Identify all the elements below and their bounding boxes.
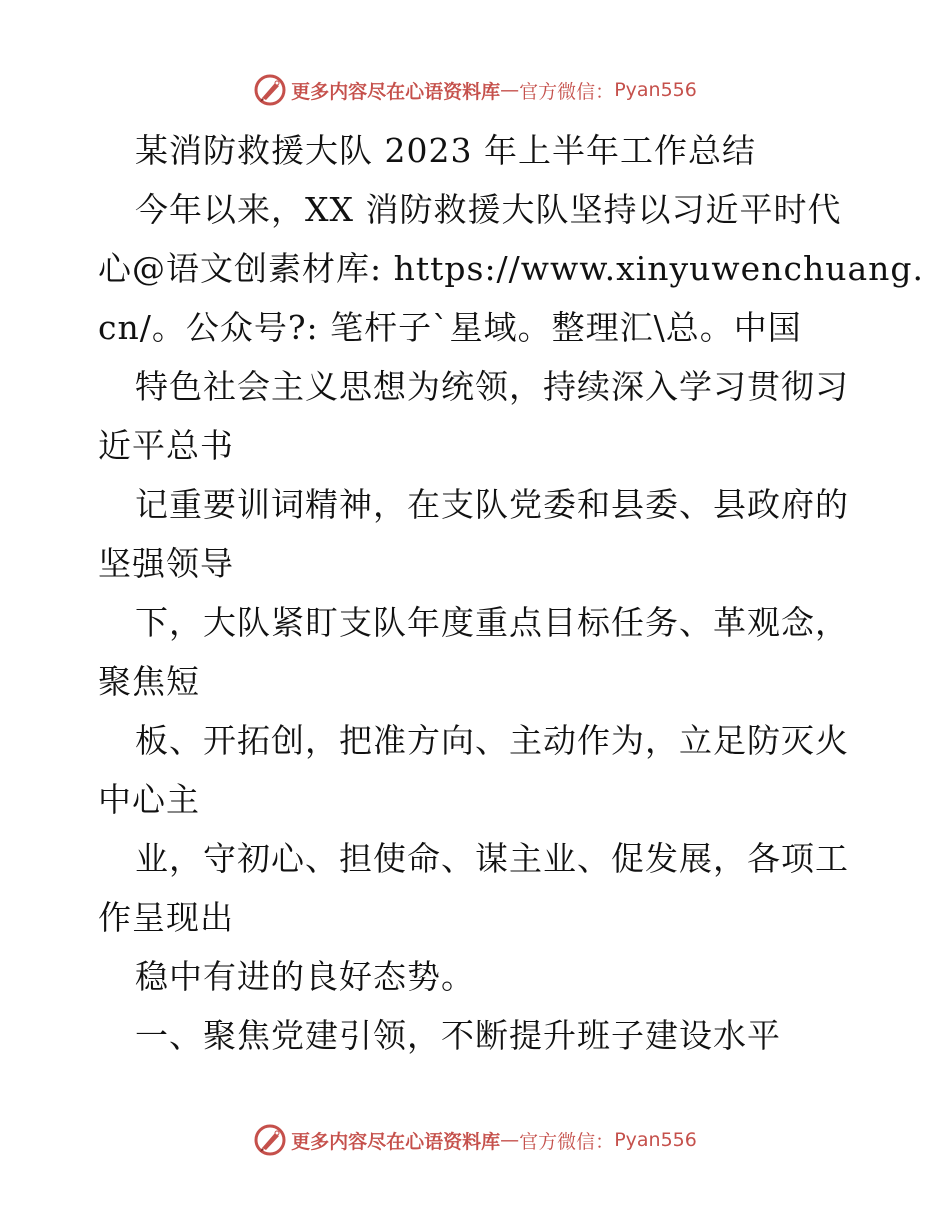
pen-logo-icon (253, 1123, 287, 1157)
paragraph-line: 板、开拓创，把准方向、主动作为，立足防灭火 (135, 721, 849, 760)
paragraph-line: 近平总书 (98, 426, 234, 465)
paragraph-line: 今年以来，XX 消防救援大队坚持以习近平时代 (135, 190, 842, 229)
header-watermark (0, 70, 950, 110)
watermark-wechat-id: Pyan556 (614, 79, 697, 101)
paragraph-line: 一、聚焦党建引领，不断提升班子建设水平 (135, 1016, 781, 1055)
watermark-official-label: 官方微信： (519, 1130, 615, 1153)
document-body (98, 121, 924, 1065)
watermark-slogan: 更多内容尽在心语资料库 (291, 1130, 501, 1153)
watermark-official-label: 官方微信： (519, 80, 615, 103)
watermark-slogan: 更多内容尽在心语资料库 (291, 80, 501, 103)
pen-logo-icon (253, 73, 287, 107)
paragraph-line: 特色社会主义思想为统领，持续深入学习贯彻习 (135, 367, 849, 406)
paragraph-line: 记重要训词精神，在支队党委和县委、县政府的 (135, 485, 849, 524)
paragraph-line: 心@语文创素材库: https://www.xinyuwenchuang. (98, 249, 924, 288)
paragraph-line: 聚焦短 (98, 662, 200, 701)
watermark-wechat-id: Pyan556 (614, 1129, 697, 1151)
paragraph-line: 坚强领导 (98, 544, 234, 583)
paragraph-line: cn/。公众号?: 笔杆子`星域。整理汇\总。中国 (98, 308, 802, 347)
watermark-dash: — (500, 1129, 520, 1151)
paragraph-line: 稳中有进的良好态势。 (135, 957, 475, 996)
paragraph-line: 下，大队紧盯支队年度重点目标任务、革观念， (135, 603, 849, 642)
paragraph-line: 作呈现出 (98, 898, 234, 937)
paragraph-line: 业，守初心、担使命、谋主业、促发展，各项工 (135, 839, 849, 878)
footer-watermark (0, 1120, 950, 1160)
paragraph-line: 中心主 (98, 780, 200, 819)
watermark-dash: — (500, 79, 520, 101)
document-title: 某消防救援大队 2023 年上半年工作总结 (135, 131, 756, 170)
